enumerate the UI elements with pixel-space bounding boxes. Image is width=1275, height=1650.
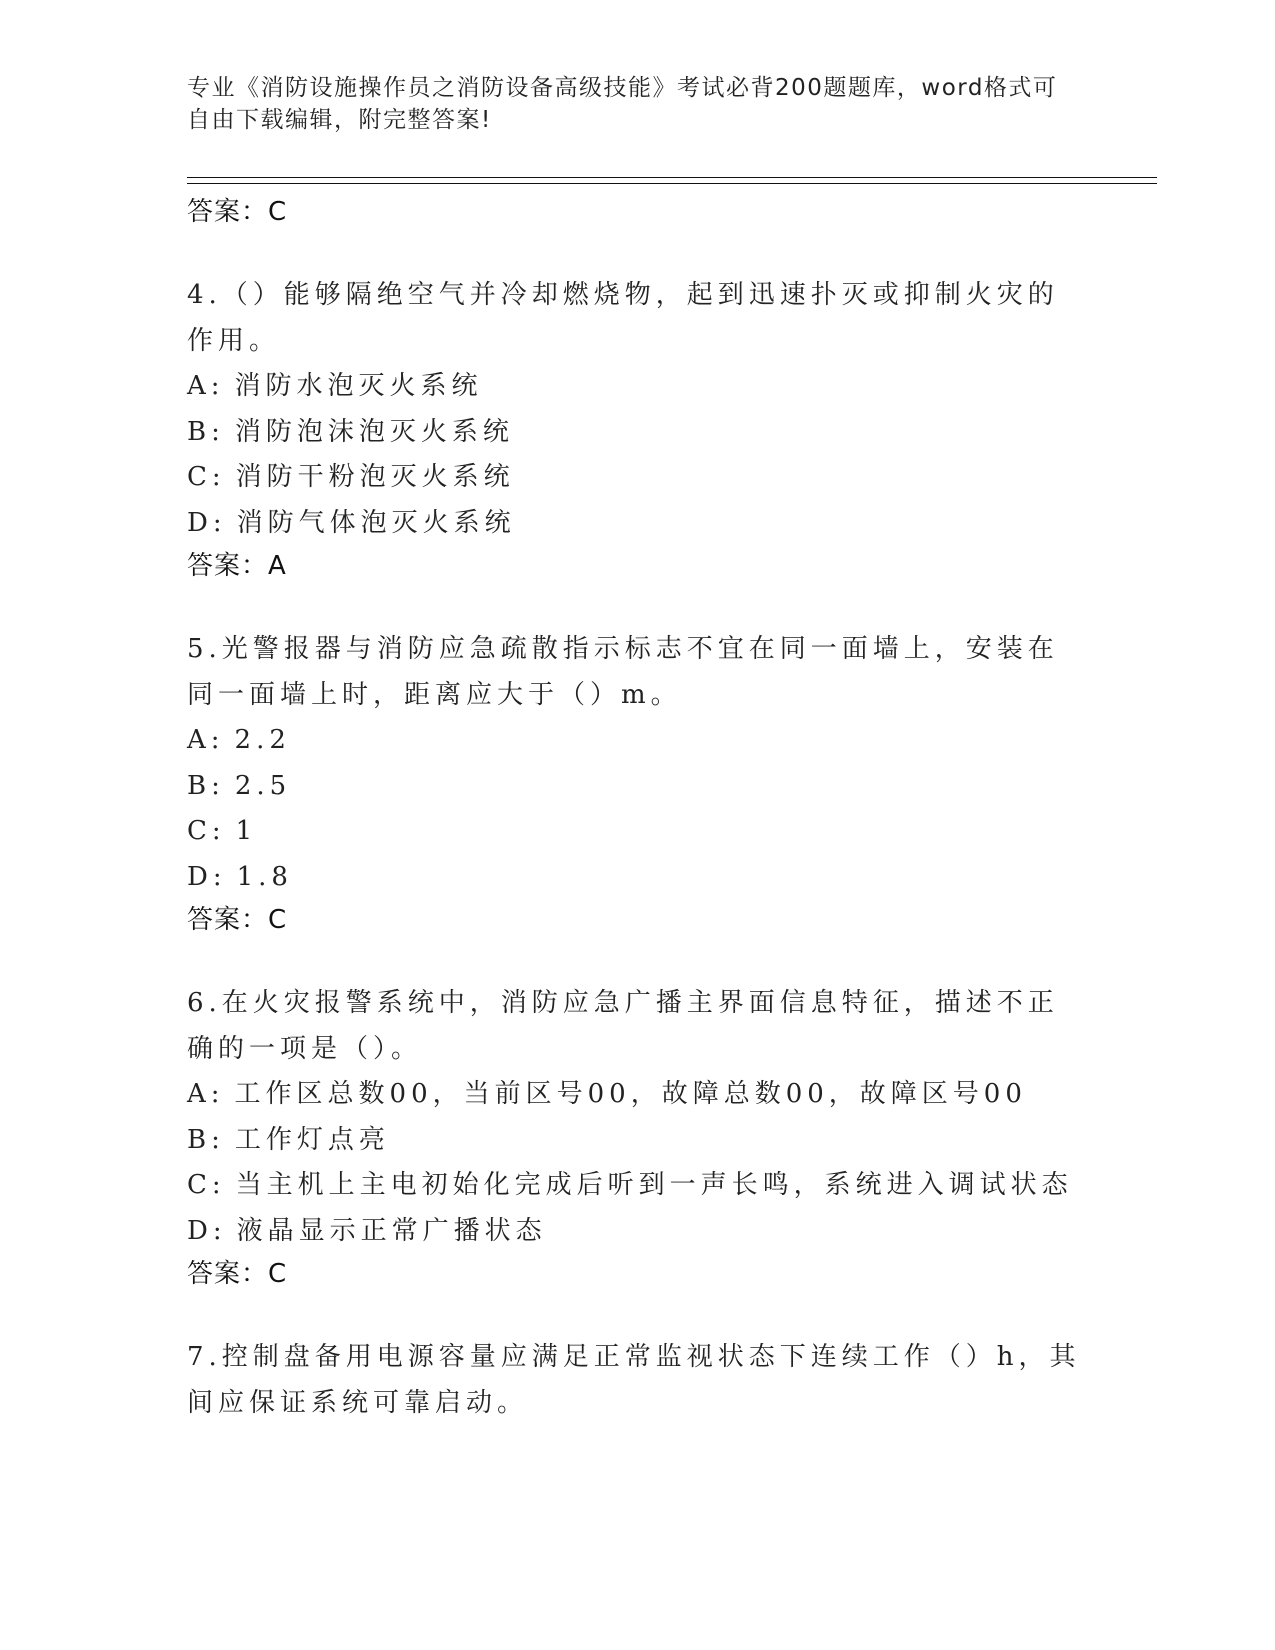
option-value: 2.5 — [234, 770, 292, 801]
option-value: 当主机上主电初始化完成后听到一声长鸣，系统进入调试状态 — [235, 1170, 1073, 1200]
option-key: A: — [187, 1079, 225, 1109]
option-key: C: — [187, 1170, 226, 1200]
question-6-text: 6.在火灾报警系统中，消防应急广播主界面信息特征，描述不正确的一项是（）。 — [187, 988, 1059, 1064]
question-4-answer: 答案：A — [187, 551, 287, 581]
question-5-answer: 答案：C — [187, 905, 288, 935]
header-divider-bottom — [187, 183, 1157, 184]
option-key: D: — [187, 861, 227, 892]
question-4-option-d — [187, 501, 1087, 547]
question-5-option-c — [187, 809, 1087, 855]
question-7-text: 7.控制盘备用电源容量应满足正常监视状态下连续工作（）h，其间应保证系统可靠启动。 — [187, 1342, 1081, 1418]
header-divider-top — [187, 177, 1157, 178]
question-5-option-d — [187, 855, 1087, 901]
question-5-text: 5.光警报器与消防应急疏散指示标志不宜在同一面墙上，安装在同一面墙上时，距离应大于（）m。 — [187, 634, 1059, 710]
option-key: D: — [187, 1215, 227, 1246]
option-key: B: — [187, 416, 225, 447]
question-6-answer: 答案：C — [187, 1259, 288, 1289]
question-5-option-b — [187, 764, 1087, 810]
option-key: A: — [187, 725, 225, 755]
option-value: 消防水泡灭火系统 — [234, 371, 483, 401]
question-6-option-d — [187, 1209, 1087, 1255]
question-4-text: 4.（）能够隔绝空气并冷却燃烧物，起到迅速扑灭或抑制火灾的作用。 — [187, 280, 1059, 356]
option-value: 工作区总数00，当前区号00，故障总数00，故障区号00 — [234, 1079, 1027, 1109]
option-value: 2.2 — [234, 725, 291, 755]
option-value: 消防泡沫泡灭火系统 — [234, 416, 514, 447]
option-key: C: — [187, 462, 226, 492]
option-key: B: — [187, 1124, 225, 1155]
question-5-option-a — [187, 718, 1087, 764]
question-6-option-c — [187, 1163, 1087, 1209]
header-text: 专业《消防设施操作员之消防设备高级技能》考试必背200题题库，word格式可自由下载编辑，附完整答案! — [187, 75, 1058, 133]
question-6-option-a — [187, 1072, 1087, 1118]
option-value: 1.8 — [236, 861, 293, 892]
question-4-option-c — [187, 455, 1087, 501]
question-4 — [187, 272, 1087, 592]
question-5 — [187, 626, 1087, 946]
question-6-option-b — [187, 1118, 1087, 1164]
document-header — [187, 72, 1067, 136]
option-value: 消防干粉泡灭火系统 — [235, 462, 515, 492]
question-6 — [187, 980, 1087, 1300]
option-value: 工作灯点亮 — [234, 1124, 390, 1155]
option-key: B: — [187, 770, 225, 801]
question-7 — [187, 1334, 1087, 1426]
question-list — [187, 192, 1087, 1460]
option-key: C: — [187, 816, 226, 846]
option-value: 1 — [235, 816, 258, 846]
option-key: A: — [187, 371, 225, 401]
option-value: 消防气体泡灭火系统 — [236, 507, 516, 538]
previous-answer: 答案：C — [187, 197, 288, 227]
option-key: D: — [187, 507, 227, 538]
question-4-option-a — [187, 364, 1087, 410]
question-4-option-b — [187, 410, 1087, 456]
option-value: 液晶显示正常广播状态 — [236, 1215, 547, 1246]
